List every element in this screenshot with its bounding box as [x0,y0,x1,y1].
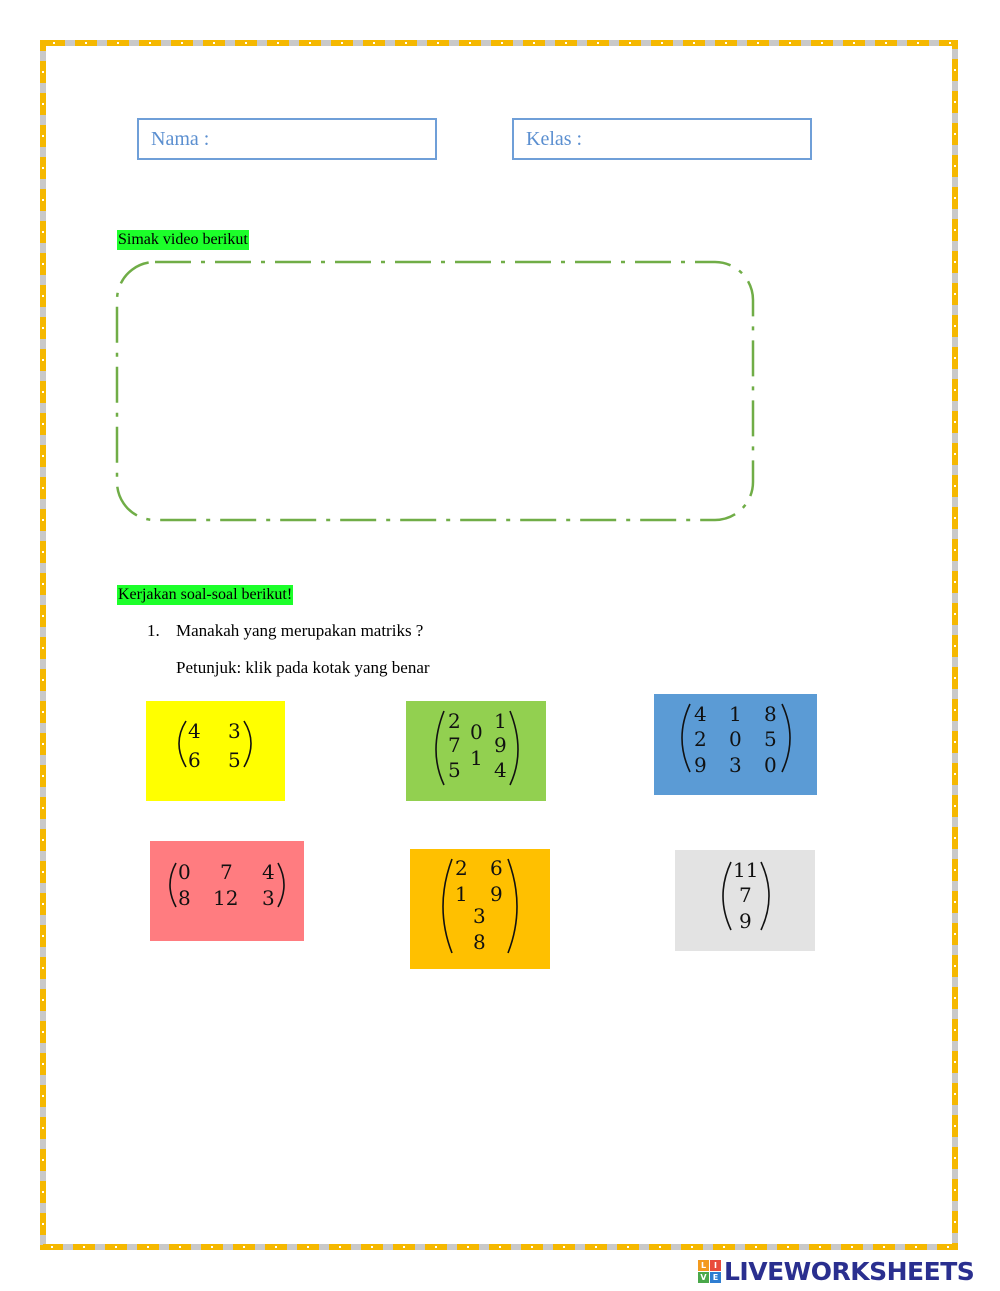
nama-field[interactable] [137,118,437,160]
page-border [40,40,958,1250]
matrix-entry: 5 [448,758,461,782]
matrix-entry: 2 [455,856,468,880]
choice-box-2[interactable] [406,701,546,801]
choice-box-1[interactable] [146,701,285,801]
matrix-entry: 8 [764,702,777,726]
matrix-entry: 4 [188,719,201,743]
liveworksheets-logo [698,1258,974,1284]
matrix-entry: 6 [490,856,503,880]
logo-mark-icon [698,1260,721,1283]
matrix-entry: 9 [494,733,507,757]
matrix-entry: 0 [470,720,483,744]
matrix-entry: 3 [262,886,275,910]
matrix-entry: 1 [455,882,468,906]
question-number: 1. [147,621,160,640]
matrix-entry: 3 [729,753,742,777]
choice-bg [146,701,285,801]
matrix-entry: 0 [764,753,777,777]
matrix-entry: 8 [473,930,486,954]
choice-box-6[interactable] [675,850,815,951]
video-heading: Simak video berikut [118,231,248,248]
matrix-entry: 3 [473,904,486,928]
matrix-entry: 12 [213,886,239,910]
matrix-entry: 9 [490,882,503,906]
matrix-entry: 9 [694,753,707,777]
matrix-entry: 5 [764,727,777,751]
matrix-entry: 1 [494,709,507,733]
nama-label: Nama : [151,128,210,150]
matrix-entry: 2 [448,709,461,733]
choice-box-3[interactable] [654,694,817,795]
exercise-heading: Kerjakan soal-soal berikut! [118,586,293,603]
matrix-entry: 1 [729,702,742,726]
matrix-entry: 7 [739,883,752,907]
matrix-entry: 0 [178,860,191,884]
matrix-entry: 5 [228,748,241,772]
logo-letter: E [710,1272,721,1283]
logo-letter: L [698,1260,709,1271]
matrix-entry: 0 [729,727,742,751]
matrix-entry: 11 [733,858,759,882]
question-text: Manakah yang merupakan matriks ? [176,621,424,640]
question-hint: Petunjuk: klik pada kotak yang benar [176,658,430,677]
matrix-entry: 8 [178,886,191,910]
logo-letter: I [710,1260,721,1271]
matrix-entry: 4 [494,758,507,782]
matrix-entry: 9 [739,909,752,933]
choice-box-5[interactable] [410,849,550,969]
matrix-entry: 6 [188,748,201,772]
matrix-entry: 7 [448,733,461,757]
matrix-entry: 3 [228,719,241,743]
kelas-label: Kelas : [526,128,583,150]
matrix-entry: 1 [470,746,483,770]
logo-letter: V [698,1272,709,1283]
matrix-entry: 7 [220,860,233,884]
matrix-entry: 4 [694,702,707,726]
matrix-entry: 4 [262,860,275,884]
logo-wordmark: LIVEWORKSHEETS [724,1256,975,1286]
kelas-field[interactable] [512,118,812,160]
video-placeholder[interactable] [115,258,757,524]
matrix-entry: 2 [694,727,707,751]
choice-box-4[interactable] [150,841,304,941]
